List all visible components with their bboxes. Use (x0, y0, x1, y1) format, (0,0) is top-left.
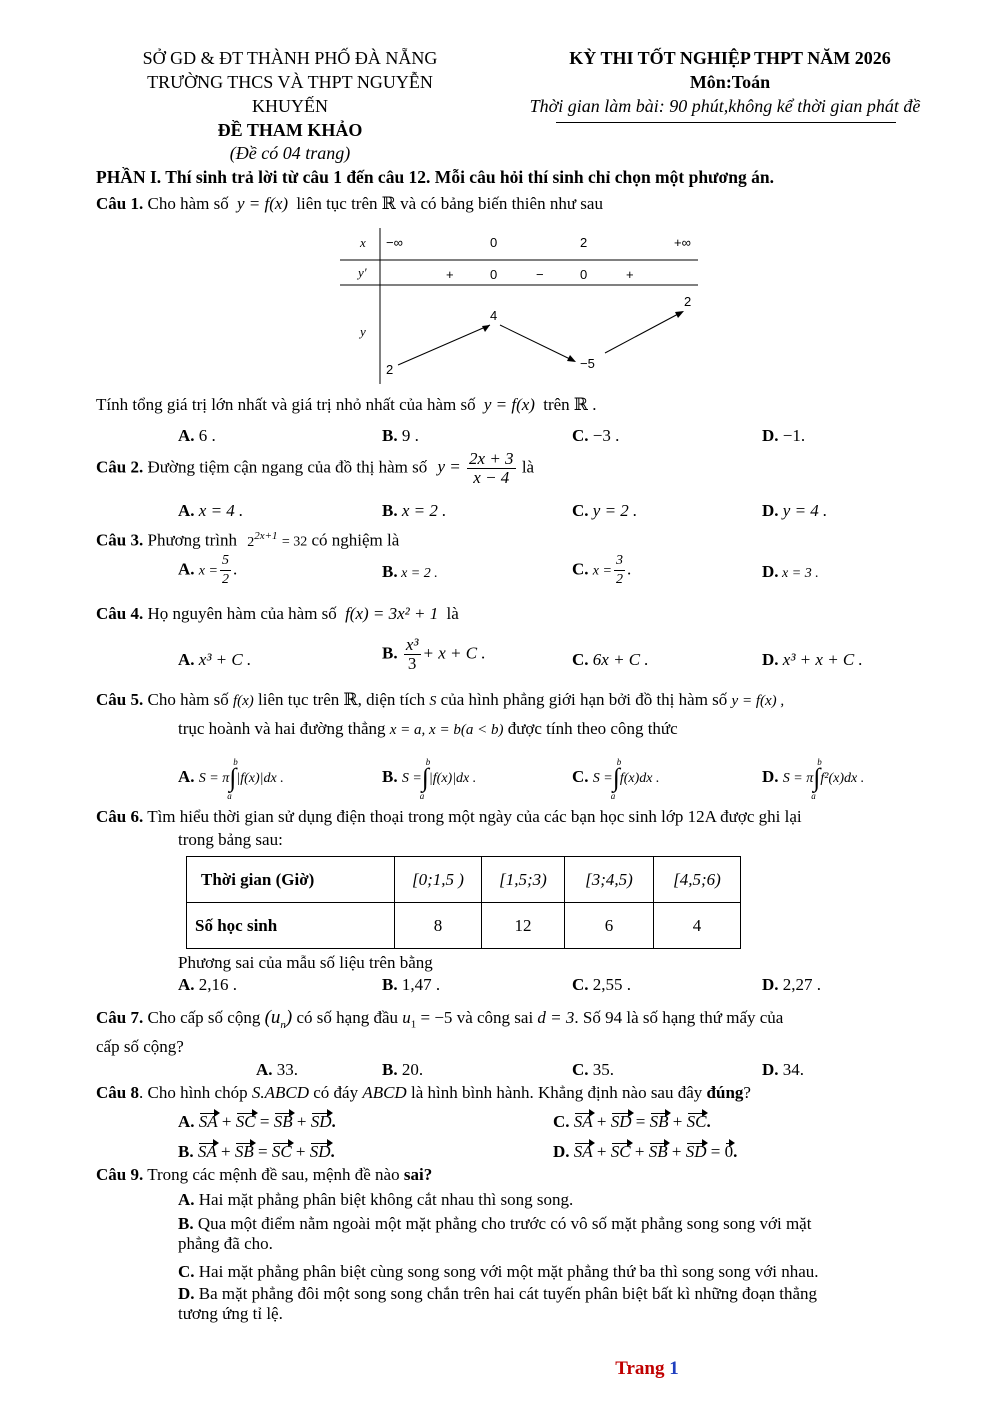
option-label: D. (762, 650, 779, 669)
q1-option-b[interactable] (382, 426, 419, 446)
option-label: C. (553, 1112, 570, 1131)
q4-func: f(x) = 3x² + 1 (345, 604, 439, 623)
q4-option-d[interactable] (762, 650, 863, 670)
question-5 (96, 690, 784, 710)
question-7-line2: cấp số cộng? (96, 1037, 184, 1056)
q5-text-d: của hình phẳng giới hạn bởi đồ thị hàm số (440, 690, 728, 709)
option-value: x = 2 . (401, 501, 447, 520)
option-den: 3 (407, 654, 417, 673)
q8-text-c: là hình bình hành. Khẳng định nào sau đây (410, 1083, 703, 1102)
option-value: 9 . (401, 426, 419, 445)
option-label: A. (256, 1060, 273, 1079)
q7-option-b[interactable] (382, 1060, 423, 1080)
q4-option-b[interactable] (382, 636, 486, 673)
tbl-x-2: 2 (580, 235, 588, 250)
op: + (634, 1142, 645, 1161)
q6-label: Câu 6. (96, 807, 144, 826)
tbl-y-2: −5 (580, 356, 595, 371)
op: + (596, 1142, 607, 1161)
option-value: 34. (782, 1060, 805, 1079)
option-value: −3 . (592, 426, 620, 445)
question-5-line2 (178, 719, 678, 739)
q3-option-c[interactable]: C. x = $\frac{3}{2}$ . (572, 553, 632, 587)
exam-title: KỲ THI TỐT NGHIỆP THPT NĂM 2026 (569, 48, 891, 68)
q1-text-a: Cho hàm số (147, 194, 229, 213)
q8-text-b: có đáy (313, 1083, 359, 1102)
table-header-time: Thời gian (Giờ) (187, 857, 395, 903)
option-label: C. (572, 766, 589, 786)
vector-sc: SC (271, 1142, 292, 1161)
question-3 (96, 530, 399, 551)
question-7 (96, 1007, 783, 1031)
option-num: 3 (614, 552, 625, 571)
q7-u1 (402, 1008, 417, 1031)
zero-vector: 0 (724, 1142, 734, 1161)
exam-type: ĐỀ THAM KHẢO (217, 120, 363, 140)
page-footer (0, 1358, 1000, 1380)
q3-option-d[interactable] (762, 562, 819, 582)
q1-question-a: Tính tổng giá trị lớn nhất và giá trị nhỏ nhất của hàm số (96, 395, 476, 414)
option-value-cont: phẳng đã cho. (178, 1234, 273, 1253)
table-cell: [4,5;6) (654, 857, 741, 903)
lower-limit: a (610, 791, 616, 801)
q8-qmark: ? (743, 1083, 751, 1102)
q7-text-c: và công sai (456, 1008, 534, 1027)
upper-limit: b (616, 757, 622, 767)
q4-option-a[interactable] (178, 650, 251, 670)
q4-option-c[interactable] (572, 650, 649, 670)
vector-sa: SA (573, 1142, 593, 1161)
option-pre: S = π (782, 770, 814, 786)
q8-label: Câu 8 (96, 1083, 139, 1102)
option-label: D. (762, 1060, 779, 1079)
tbl-yp-4: + (626, 267, 634, 282)
q3-tail: có nghiệm là (311, 530, 400, 550)
q5-text-b: liên tục trên (258, 690, 340, 709)
option-value: 2,16 . (198, 975, 238, 994)
option-pre: S = (592, 770, 613, 786)
q2-label: Câu 2. (96, 457, 144, 477)
page-word: Trang (615, 1358, 665, 1379)
vector-sc: SC (610, 1142, 631, 1161)
option-pre: S = π (198, 770, 230, 786)
section-title: PHẦN I. Thí sinh trả lời từ câu 1 đến câu 12. Mỗi câu hỏi thí sinh chỉ chọn một phương án. (96, 167, 774, 187)
q7-u1-base: u (402, 1008, 411, 1027)
tbl-y-0: 2 (386, 362, 394, 377)
op: + (220, 1142, 231, 1161)
q5-option-c[interactable] (572, 757, 660, 801)
op: + (221, 1112, 232, 1131)
q7-un (264, 1007, 293, 1031)
q1-func: y = f(x) (236, 194, 289, 213)
option-value: y = 4 . (782, 501, 828, 520)
lower-limit: a (811, 791, 816, 801)
q1-option-d[interactable] (762, 426, 805, 446)
q5-line2-a: trục hoành và hai đường thẳng (178, 719, 386, 738)
q3-text: Phương trình (147, 530, 237, 550)
vector-sc: SC (235, 1112, 256, 1131)
option-label: B. (382, 975, 398, 994)
op: + (596, 1112, 607, 1131)
q8-option-a[interactable] (178, 1112, 336, 1132)
tbl-yp-1: 0 (490, 267, 498, 282)
q5-option-a[interactable] (178, 757, 284, 801)
option-label: D. (553, 1142, 570, 1161)
table-row (187, 857, 741, 903)
upper-limit: b (233, 757, 238, 767)
option-label: D. (762, 562, 779, 581)
option-label: C. (572, 1060, 589, 1079)
option-value: 6 . (198, 426, 216, 445)
vector-sb: SB (648, 1142, 668, 1161)
question-9 (96, 1165, 432, 1185)
q3-rhs: = 32 (281, 534, 308, 550)
option-end: . (330, 1142, 335, 1161)
table-cell: 8 (395, 903, 482, 949)
tbl-yp-3: 0 (580, 267, 588, 282)
subject: Môn:Toán (689, 72, 771, 92)
option-body: |f(x)|dx . (428, 770, 477, 786)
lower-limit: a (227, 791, 232, 801)
q2-option-b[interactable] (382, 501, 446, 521)
q3-exponent: 2x+1 (254, 530, 278, 542)
vector-sb: SB (649, 1112, 669, 1131)
option-label: B. (382, 766, 398, 786)
option-label: C. (572, 559, 589, 579)
variation-table-lines (340, 228, 700, 384)
q2-den: x − 4 (473, 468, 510, 487)
question-2 (96, 450, 534, 487)
q8-option-d[interactable] (553, 1142, 737, 1162)
option-label: A. (178, 650, 195, 669)
q6-option-d[interactable] (762, 975, 821, 995)
option-label: A. (178, 559, 195, 579)
option-den: 2 (615, 572, 623, 587)
q2-option-a[interactable] (178, 501, 243, 521)
option-pre: x = (198, 563, 218, 579)
integral-sign: ∫ b a (227, 757, 238, 801)
op: = (257, 1142, 268, 1161)
q9-option-c[interactable] (178, 1262, 819, 1282)
vector-sa: SA (573, 1112, 593, 1131)
q7-option-c[interactable] (572, 1060, 614, 1080)
q7-d: d = 3 (537, 1008, 575, 1027)
q2-y-eq: y = (437, 457, 461, 477)
q4-text: Họ nguyên hàm của hàm số (147, 604, 337, 623)
q6-question: Phương sai của mẫu số liệu trên bằng (178, 953, 433, 972)
option-body: f²(x)dx . (820, 770, 865, 786)
option-pre: x = (592, 563, 612, 579)
option-label: D. (762, 766, 779, 786)
table-cell: 4 (654, 903, 741, 949)
q6-option-a[interactable] (178, 975, 237, 995)
option-value: Ba mặt phẳng đôi một song song chắn trên hai cát tuyến phân biệt bất kì những đoạn thẳng (198, 1284, 818, 1303)
option-num: x³ (405, 635, 419, 654)
option-end: . (733, 1142, 738, 1161)
option-end: . (706, 1112, 711, 1131)
q4-label: Câu 4. (96, 604, 144, 623)
q8-base: ABCD (362, 1083, 407, 1102)
option-label: B. (382, 562, 398, 581)
option-end: . (331, 1112, 336, 1131)
option-value: Qua một điểm nằm ngoài một mặt phẳng cho trước có vô số mặt phẳng song song với mặt (197, 1214, 812, 1233)
question-6-line2: trong bảng sau: (178, 830, 283, 849)
variation-table (340, 228, 700, 384)
q7-option-d[interactable] (762, 1060, 804, 1080)
q2-option-d[interactable] (762, 501, 827, 521)
table-row (187, 903, 741, 949)
usage-table (186, 856, 741, 949)
q5-yfx: y = f(x) , (731, 693, 785, 709)
table-cell: [0;1,5 ) (395, 857, 482, 903)
q7-u1-val: = −5 (420, 1008, 453, 1027)
option-value: 20. (401, 1060, 424, 1079)
option-label: C. (178, 1262, 195, 1281)
school-name-cont: KHUYẾN (252, 96, 328, 116)
option-value: x = 4 . (198, 501, 244, 520)
option-value: 2,55 . (592, 975, 632, 994)
vector-sb: SB (234, 1142, 254, 1161)
option-label: A. (178, 975, 195, 994)
option-value: 35. (592, 1060, 615, 1079)
q1-option-a[interactable] (178, 426, 216, 446)
option-value: x³ + C . (198, 650, 252, 669)
q8-option-c[interactable] (553, 1112, 711, 1132)
option-pre: S = (401, 770, 422, 786)
option-label: B. (382, 643, 398, 663)
tbl-yp-0: + (446, 267, 454, 282)
option-value-cont: tương ứng tỉ lệ. (178, 1304, 283, 1323)
q6-text: Tìm hiểu thời gian sử dụng điện thoại trong một ngày của các bạn học sinh lớp 12A được ghi lại (147, 807, 802, 826)
option-label: B. (382, 501, 398, 520)
question-1 (96, 194, 603, 214)
q5-fx: f(x) (232, 693, 254, 709)
option-value: −1. (782, 426, 806, 445)
option-value: x = 2 . (401, 566, 438, 581)
question-6 (96, 807, 802, 827)
q5-S: S (429, 694, 437, 709)
op: = (635, 1112, 646, 1131)
q2-fraction (467, 450, 516, 487)
q7-un-base: (u (264, 1007, 281, 1028)
school-department: SỞ GD & ĐT THÀNH PHỐ ĐÀ NẴNG (142, 48, 438, 68)
option-label: B. (382, 426, 398, 445)
time-limit: Thời gian làm bài: 90 phút,không kể thời gian phát đề (529, 96, 921, 116)
table-cell: 12 (482, 903, 565, 949)
tbl-x-label: x (360, 235, 366, 250)
tbl-y-label: y (360, 324, 366, 339)
tbl-x-1: 0 (490, 235, 498, 250)
q7-text-d: . Số 94 là số hạng thứ mấy của (574, 1008, 784, 1027)
op: + (295, 1142, 306, 1161)
q5-symbol: ℝ (343, 690, 358, 709)
q7-text-a: Cho cấp số cộng (147, 1008, 261, 1027)
q2-option-c[interactable] (572, 501, 637, 521)
q3-base: 2 (247, 534, 255, 550)
integral-sign: ∫ b a (419, 757, 431, 801)
tbl-yp-label: y′ (358, 265, 367, 280)
option-num: 5 (220, 552, 231, 571)
table-cell: 6 (565, 903, 654, 949)
option-label: C. (572, 975, 589, 994)
option-label: D. (762, 501, 779, 520)
vector-sd: SD (309, 1142, 331, 1161)
integral-sign: ∫ b a (811, 757, 822, 801)
option-label: D. (178, 1284, 195, 1303)
op: + (296, 1112, 307, 1131)
option-value: x = 3 . (782, 566, 819, 581)
option-value: Hai mặt phẳng phân biệt không cắt nhau thì song song. (198, 1190, 574, 1209)
tbl-yp-2: − (536, 267, 544, 282)
q7-un-sub: n (280, 1018, 286, 1031)
op: = (259, 1112, 270, 1131)
q1-option-c[interactable] (572, 426, 619, 446)
option-label: B. (178, 1142, 194, 1161)
q1-text-b: liên tục trên (296, 194, 378, 213)
q2-num: 2x + 3 (469, 449, 514, 468)
school-name: TRƯỜNG THCS VÀ THPT NGUYỄN (147, 72, 433, 92)
op: = (710, 1142, 721, 1161)
q1-question-symbol: ℝ (573, 395, 589, 414)
q9-option-b[interactable] (178, 1214, 811, 1254)
q7-option-a[interactable] (256, 1060, 298, 1080)
option-label: A. (178, 1112, 195, 1131)
q5-line2-c: được tính theo công thức (507, 719, 678, 738)
option-value: y = 2 . (592, 501, 638, 520)
q5-label: Câu 5. (96, 690, 144, 709)
q9-text: Trong các mệnh đề sau, mệnh đề nào (147, 1165, 400, 1184)
q3-option-a[interactable]: A. x = $\frac{5}{2}$ . (178, 553, 238, 587)
q8-text-a: . Cho hình chóp (138, 1083, 248, 1102)
q1-question-func: y = f(x) (483, 395, 535, 414)
q3-label: Câu 3. (96, 530, 144, 550)
table-cell: [3;4,5) (565, 857, 654, 903)
option-value: x³ + x + C . (782, 650, 863, 669)
option-label: D. (762, 975, 779, 994)
option-label: D. (762, 426, 779, 445)
header-rule (556, 122, 896, 123)
q7-un-close: ) (285, 1007, 293, 1028)
q5-text-c: , diện tích (357, 690, 426, 709)
op: + (672, 1112, 683, 1131)
q9-bold: sai? (403, 1165, 433, 1184)
option-value: Hai mặt phẳng phân biệt cùng song song với một mặt phẳng thứ ba thì song song với nhau. (198, 1262, 819, 1281)
table-header-count: Số học sinh (187, 903, 395, 949)
vector-sd: SD (310, 1112, 332, 1131)
lower-limit: a (419, 791, 425, 801)
question-4 (96, 604, 459, 624)
q7-u1-sub: 1 (410, 1018, 417, 1031)
option-value: 33. (276, 1060, 299, 1079)
tbl-x-0: −∞ (386, 235, 403, 250)
q8-pyramid: S.ABCD (251, 1083, 309, 1102)
q1-label: Câu 1. (96, 194, 144, 213)
vector-sa: SA (198, 1112, 218, 1131)
option-label: A. (178, 1190, 195, 1209)
q2-text: Đường tiệm cận ngang của đồ thị hàm số (147, 457, 428, 477)
q5-option-b[interactable] (382, 757, 477, 801)
q7-label: Câu 7. (96, 1008, 144, 1027)
upper-limit: b (425, 757, 431, 767)
q1-question-b: trên (543, 395, 570, 414)
option-label: B. (382, 1060, 398, 1079)
q2-tail: là (521, 457, 535, 477)
q9-option-a[interactable] (178, 1190, 573, 1210)
page-count: (Đề có 04 trang) (229, 143, 351, 163)
question-8 (96, 1083, 751, 1103)
q9-option-d[interactable] (178, 1284, 817, 1324)
q7-text-b: có số hạng đầu (296, 1008, 398, 1027)
q5-option-d[interactable] (762, 757, 865, 801)
op: + (671, 1142, 682, 1161)
option-label: B. (178, 1214, 194, 1233)
vector-sd: SD (610, 1112, 632, 1131)
q8-bold: đúng (706, 1083, 744, 1102)
q1-question: Tính tổng giá trị lớn nhất và giá trị nhỏ nhất của hàm số y = f(x) trên ℝ . (96, 395, 597, 414)
page-number: 1 (669, 1358, 679, 1379)
table-cell: [1,5;3) (482, 857, 565, 903)
q5-text-a: Cho hàm số (147, 690, 229, 709)
integral-sign: ∫ b a (610, 757, 622, 801)
option-label: C. (572, 426, 589, 445)
option-value: 6x + C . (592, 650, 649, 669)
option-den: 2 (221, 572, 229, 587)
option-label: C. (572, 650, 589, 669)
option-post: + x + C . (422, 643, 486, 663)
vector-sd: SD (685, 1142, 707, 1161)
option-label: A. (178, 766, 195, 786)
tbl-y-1: 4 (490, 308, 498, 323)
q5-line2-b: x = a, x = b(a < b) (389, 722, 504, 738)
vector-sb: SB (273, 1112, 293, 1131)
option-body: f(x)dx . (619, 770, 660, 786)
tbl-y-3: 2 (684, 294, 692, 309)
q8-option-b[interactable] (178, 1142, 335, 1162)
vector-sa: SA (197, 1142, 217, 1161)
option-label: A. (178, 501, 195, 520)
option-body: |f(x)|dx . (236, 770, 284, 786)
upper-limit: b (817, 757, 822, 767)
q6-option-b[interactable] (382, 975, 440, 995)
tbl-x-3: +∞ (674, 235, 691, 250)
q9-label: Câu 9. (96, 1165, 144, 1184)
option-label: C. (572, 501, 589, 520)
vector-sc: SC (686, 1112, 707, 1131)
q3-option-b[interactable] (382, 562, 438, 582)
q1-text-c: và có bảng biến thiên như sau (400, 194, 603, 213)
q4-tail: là (446, 604, 459, 623)
option-value: 2,27 . (782, 975, 822, 994)
option-value: 1,47 . (401, 975, 441, 994)
q6-option-c[interactable] (572, 975, 631, 995)
q1-symbol: ℝ (381, 194, 396, 213)
option-label: A. (178, 426, 195, 445)
